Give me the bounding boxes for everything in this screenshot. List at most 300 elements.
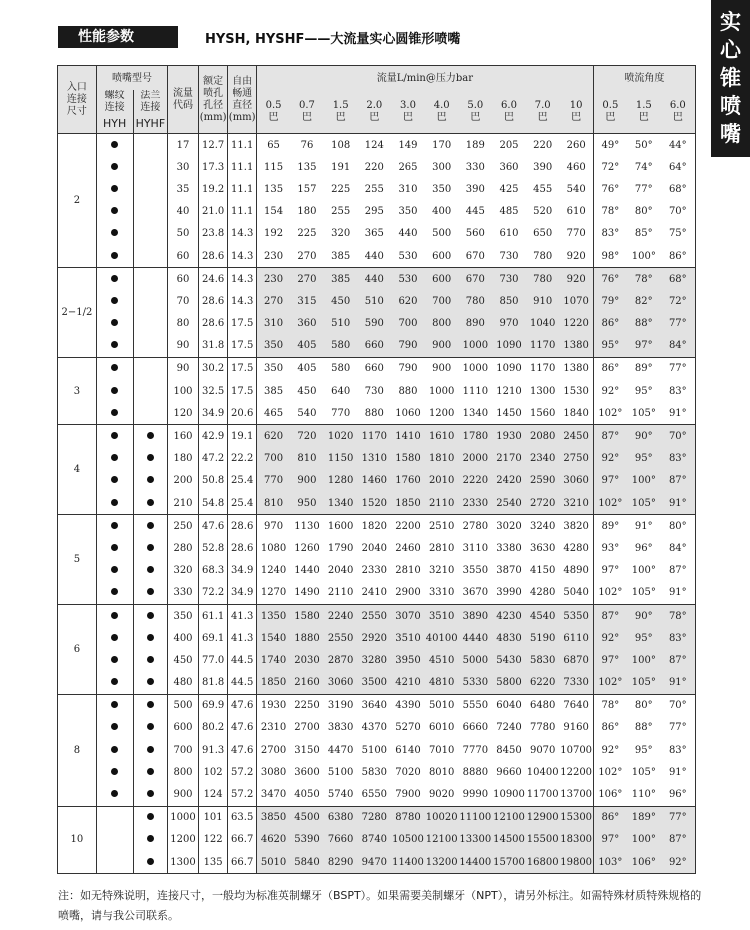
flow-value-cell: 5350 [560, 604, 594, 627]
flow-value-cell: 3950 [391, 649, 425, 671]
flow-value-cell: 2010 [425, 470, 459, 492]
table-row [58, 694, 696, 717]
flow-value-cell: 1310 [357, 448, 391, 470]
thread-connection-cell [96, 604, 133, 627]
free-passage-cell: 17.5 [228, 335, 257, 358]
flange-connection-cell [133, 268, 168, 291]
flow-value-cell: 5550 [459, 694, 493, 717]
flow-value-cell: 7240 [492, 717, 526, 739]
angle-value-cell: 102° [593, 672, 627, 695]
angle-value-cell: 77° [661, 313, 696, 335]
flow-pressure-header [324, 90, 358, 134]
angle-value-cell: 100° [627, 470, 661, 492]
flow-value-cell: 1600 [324, 515, 358, 538]
flow-value-cell: 4620 [256, 829, 290, 851]
flow-value-cell: 6380 [324, 806, 358, 829]
flow-code-cell: 210 [168, 492, 199, 515]
table-row [58, 649, 696, 671]
header-line: 连接 [66, 93, 87, 105]
thread-connection-cell [96, 156, 133, 178]
flow-value-cell: 810 [290, 448, 324, 470]
flow-value-cell: 2170 [492, 448, 526, 470]
inlet-size-cell: 3 [58, 357, 97, 425]
flow-value-cell: 7010 [425, 739, 459, 761]
angle-value-cell: 105° [627, 672, 661, 695]
availability-dot-icon [111, 319, 118, 326]
flow-value-cell: 6550 [357, 783, 391, 806]
availability-dot-icon [111, 588, 118, 595]
thread-connection-cell [96, 739, 133, 761]
flow-value-cell: 7770 [459, 739, 493, 761]
angle-value-cell: 87° [661, 649, 696, 671]
flow-code-cell: 250 [168, 515, 199, 538]
header-line: 自由 [232, 75, 253, 87]
angle-value-cell: 80° [627, 201, 661, 223]
flow-pressure-header [492, 90, 526, 134]
table-row [58, 537, 696, 559]
flange-connection-cell [133, 492, 168, 515]
flow-value-cell: 1340 [459, 402, 493, 425]
flow-value-cell: 4810 [425, 672, 459, 695]
flow-value-cell: 1240 [256, 560, 290, 582]
angle-value-cell: 110° [627, 783, 661, 806]
availability-dot-icon [111, 701, 118, 708]
flow-pressure-header [290, 90, 324, 134]
flow-value-cell: 580 [324, 357, 358, 380]
flow-value-cell: 2250 [290, 694, 324, 717]
col-header-flow-code [168, 66, 199, 134]
flow-value-cell: 15500 [526, 829, 560, 851]
flow-value-cell: 3150 [290, 739, 324, 761]
flow-value-cell: 7900 [391, 783, 425, 806]
angle-value-cell: 80° [627, 694, 661, 717]
flow-value-cell: 2750 [560, 448, 594, 470]
orifice-cell: 24.6 [198, 268, 228, 291]
flow-value-cell: 7280 [357, 806, 391, 829]
flow-value-cell: 13700 [560, 783, 594, 806]
flow-value-cell: 10700 [560, 739, 594, 761]
angle-value-cell: 91° [661, 672, 696, 695]
orifice-cell: 28.6 [198, 290, 228, 312]
flow-pressure-header [560, 90, 594, 134]
flow-value-cell: 2240 [324, 604, 358, 627]
pressure-value: 0.5 [602, 99, 619, 111]
inlet-size-cell: 6 [58, 604, 97, 694]
flow-value-cell: 180 [290, 201, 324, 223]
flow-value-cell: 19800 [560, 851, 594, 874]
flow-value-cell: 1610 [425, 425, 459, 448]
angle-value-cell: 83° [661, 627, 696, 649]
header-line: 连接 [140, 102, 161, 113]
flange-connection-cell [133, 156, 168, 178]
header-line: 流量 [173, 87, 193, 99]
table-row [58, 178, 696, 200]
flow-code-cell: 1300 [168, 851, 199, 874]
thread-connection-cell [96, 829, 133, 851]
thread-connection-cell [96, 537, 133, 559]
orifice-cell: 28.6 [198, 245, 228, 268]
angle-value-cell: 70° [661, 425, 696, 448]
flange-connection-cell [133, 739, 168, 761]
flow-value-cell: 13300 [459, 829, 493, 851]
angle-value-cell: 89° [593, 515, 627, 538]
flow-value-cell: 540 [560, 178, 594, 200]
flow-value-cell: 950 [290, 492, 324, 515]
flow-value-cell: 3070 [391, 604, 425, 627]
thread-connection-cell [96, 448, 133, 470]
angle-value-cell: 102° [593, 402, 627, 425]
flow-value-cell: 510 [357, 290, 391, 312]
availability-dot-icon [147, 588, 154, 595]
header-line: 螺纹 [104, 90, 125, 101]
flow-value-cell: 8450 [492, 739, 526, 761]
flow-value-cell: 350 [391, 201, 425, 223]
table-row [58, 223, 696, 245]
flow-value-cell: 3510 [391, 627, 425, 649]
orifice-cell: 50.8 [198, 470, 228, 492]
angle-value-cell: 87° [661, 560, 696, 582]
flow-value-cell: 600 [425, 245, 459, 268]
angle-value-cell: 189° [627, 806, 661, 829]
side-tab-char: 锥 [720, 66, 741, 90]
header-line: 畅通 [232, 87, 253, 99]
inlet-size-cell: 8 [58, 694, 97, 806]
flow-value-cell: 192 [256, 223, 290, 245]
angle-value-cell: 91° [661, 582, 696, 605]
angle-value-cell: 103° [593, 851, 627, 874]
col-header-free-passage [228, 66, 257, 134]
angle-value-cell: 86° [593, 717, 627, 739]
flow-value-cell: 620 [256, 425, 290, 448]
orifice-cell: 28.6 [198, 313, 228, 335]
flow-value-cell: 310 [391, 178, 425, 200]
flow-value-cell: 720 [290, 425, 324, 448]
flow-pressure-header [459, 90, 493, 134]
flow-value-cell: 3240 [526, 515, 560, 538]
flange-connection-cell [133, 672, 168, 695]
flow-value-cell: 225 [290, 223, 324, 245]
col-header-spray-angle: 喷流角度 [593, 66, 695, 91]
flow-value-cell: 8740 [357, 829, 391, 851]
angle-value-cell: 83° [661, 739, 696, 761]
angle-value-cell: 87° [661, 829, 696, 851]
angle-value-cell: 97° [627, 335, 661, 358]
pressure-value: 5.0 [467, 99, 484, 111]
free-passage-cell: 34.9 [228, 560, 257, 582]
flow-value-cell: 1220 [560, 313, 594, 335]
flow-value-cell: 3630 [526, 537, 560, 559]
table-row [58, 313, 696, 335]
flow-value-cell: 11400 [391, 851, 425, 874]
flow-pressure-header [256, 90, 290, 134]
flow-value-cell: 500 [425, 223, 459, 245]
flow-value-cell: 920 [560, 268, 594, 291]
free-passage-cell: 14.3 [228, 245, 257, 268]
angle-value-cell: 102° [593, 582, 627, 605]
flow-value-cell: 300 [425, 156, 459, 178]
availability-dot-icon [147, 656, 154, 663]
col-header-nozzle-model: 喷嘴型号 [96, 66, 167, 91]
flange-connection-cell [133, 380, 168, 402]
flange-connection-cell [133, 851, 168, 874]
flow-value-cell: 1580 [391, 448, 425, 470]
flow-value-cell: 1490 [290, 582, 324, 605]
flow-value-cell: 610 [560, 201, 594, 223]
availability-dot-icon [111, 522, 118, 529]
flow-value-cell: 365 [357, 223, 391, 245]
free-passage-cell: 14.3 [228, 268, 257, 291]
flow-value-cell: 1000 [425, 380, 459, 402]
flow-value-cell: 700 [256, 448, 290, 470]
free-passage-cell: 63.5 [228, 806, 257, 829]
flow-value-cell: 790 [391, 357, 425, 380]
flow-value-cell: 2870 [324, 649, 358, 671]
pressure-unit: 巴 [605, 111, 616, 123]
flow-value-cell: 65 [256, 134, 290, 157]
flow-value-cell: 5010 [425, 694, 459, 717]
flow-code-cell: 200 [168, 470, 199, 492]
flow-value-cell: 600 [425, 268, 459, 291]
flow-value-cell: 1110 [459, 380, 493, 402]
header-line: (mm) [228, 111, 256, 123]
pressure-value: 3.0 [400, 99, 416, 111]
section-label: 性能参数 [58, 26, 178, 48]
flow-value-cell: 2160 [290, 672, 324, 695]
free-passage-cell: 17.5 [228, 313, 257, 335]
free-passage-cell: 22.2 [228, 448, 257, 470]
flow-value-cell: 1090 [492, 335, 526, 358]
flow-value-cell: 5390 [290, 829, 324, 851]
flow-value-cell: 390 [526, 156, 560, 178]
flow-value-cell: 3190 [324, 694, 358, 717]
flow-value-cell: 700 [425, 290, 459, 312]
flow-value-cell: 620 [391, 290, 425, 312]
flow-code-cell: 70 [168, 290, 199, 312]
pressure-value: 6.0 [669, 99, 686, 111]
flow-value-cell: 2420 [492, 470, 526, 492]
flow-value-cell: 255 [357, 178, 391, 200]
flow-value-cell: 385 [256, 380, 290, 402]
flow-code-cell: 320 [168, 560, 199, 582]
flow-value-cell: 3870 [492, 560, 526, 582]
orifice-cell: 31.8 [198, 335, 228, 358]
flow-value-cell: 385 [324, 268, 358, 291]
flow-value-cell: 730 [357, 380, 391, 402]
flow-value-cell: 405 [290, 357, 324, 380]
angle-value-cell: 77° [627, 178, 661, 200]
flow-value-cell: 640 [324, 380, 358, 402]
availability-dot-icon [111, 768, 118, 775]
flow-value-cell: 1210 [492, 380, 526, 402]
flow-value-cell: 1350 [256, 604, 290, 627]
flow-value-cell: 1930 [492, 425, 526, 448]
table-row [58, 357, 696, 380]
flow-value-cell: 390 [459, 178, 493, 200]
angle-value-cell: 74° [627, 156, 661, 178]
angle-value-cell: 86° [661, 245, 696, 268]
angle-value-cell: 91° [661, 761, 696, 783]
flow-value-cell: 770 [560, 223, 594, 245]
angle-value-cell: 102° [593, 492, 627, 515]
flow-value-cell: 780 [459, 290, 493, 312]
flow-value-cell: 1380 [560, 335, 594, 358]
pressure-value: 4.0 [433, 99, 450, 111]
flow-value-cell: 900 [290, 470, 324, 492]
table-row [58, 761, 696, 783]
flow-value-cell: 670 [459, 268, 493, 291]
flow-value-cell: 2110 [324, 582, 358, 605]
availability-dot-icon [111, 163, 118, 170]
flange-connection-cell [133, 604, 168, 627]
free-passage-cell: 28.6 [228, 537, 257, 559]
angle-value-cell: 68° [661, 268, 696, 291]
side-tab-char: 心 [720, 38, 741, 62]
free-passage-cell: 34.9 [228, 582, 257, 605]
flow-value-cell: 270 [256, 290, 290, 312]
availability-dot-icon [147, 813, 154, 820]
flow-value-cell: 6040 [492, 694, 526, 717]
thread-connection-cell [96, 380, 133, 402]
flow-value-cell: 7330 [560, 672, 594, 695]
thread-connection-cell [96, 515, 133, 538]
flow-code-cell: 17 [168, 134, 199, 157]
pressure-value: 7.0 [534, 99, 551, 111]
flow-code-cell: 60 [168, 268, 199, 291]
thread-connection-cell [96, 627, 133, 649]
flow-value-cell: 10500 [391, 829, 425, 851]
angle-value-cell: 92° [593, 739, 627, 761]
flow-value-cell: 1150 [324, 448, 358, 470]
flow-value-cell: 295 [357, 201, 391, 223]
availability-dot-icon [147, 768, 154, 775]
angle-value-cell: 87° [661, 470, 696, 492]
availability-dot-icon [111, 297, 118, 304]
availability-dot-icon [147, 566, 154, 573]
table-row [58, 470, 696, 492]
flow-code-cell: 900 [168, 783, 199, 806]
angle-value-cell: 105° [627, 492, 661, 515]
flow-value-cell: 2780 [459, 515, 493, 538]
orifice-cell: 80.2 [198, 717, 228, 739]
flow-value-cell: 15300 [560, 806, 594, 829]
flow-value-cell: 920 [560, 245, 594, 268]
thread-connection-cell [96, 761, 133, 783]
availability-dot-icon [147, 432, 154, 439]
header-line: 直径 [232, 99, 253, 111]
free-passage-cell: 57.2 [228, 783, 257, 806]
flow-value-cell: 1440 [290, 560, 324, 582]
flow-value-cell: 1450 [492, 402, 526, 425]
flow-value-cell: 4390 [391, 694, 425, 717]
flange-connection-cell [133, 223, 168, 245]
flange-connection-cell [133, 783, 168, 806]
flow-value-cell: 810 [256, 492, 290, 515]
flow-code-cell: 480 [168, 672, 199, 695]
table-row [58, 739, 696, 761]
flow-value-cell: 2510 [425, 515, 459, 538]
flow-value-cell: 510 [324, 313, 358, 335]
orifice-cell: 101 [198, 806, 228, 829]
flow-value-cell: 520 [526, 201, 560, 223]
flow-value-cell: 910 [526, 290, 560, 312]
availability-dot-icon [147, 790, 154, 797]
table-row [58, 492, 696, 515]
angle-value-cell: 76° [593, 178, 627, 200]
flow-value-cell: 2040 [324, 560, 358, 582]
angle-value-cell: 98° [593, 245, 627, 268]
flow-code-cell: 90 [168, 335, 199, 358]
flow-value-cell: 9160 [560, 717, 594, 739]
free-passage-cell: 66.7 [228, 829, 257, 851]
availability-dot-icon [147, 835, 154, 842]
flow-value-cell: 8780 [391, 806, 425, 829]
angle-value-cell: 49° [593, 134, 627, 157]
angle-value-cell: 97° [593, 829, 627, 851]
angle-value-cell: 77° [661, 717, 696, 739]
flow-value-cell: 3210 [560, 492, 594, 515]
flow-value-cell: 8880 [459, 761, 493, 783]
flow-value-cell: 11700 [526, 783, 560, 806]
angle-value-cell: 84° [661, 537, 696, 559]
thread-connection-cell [96, 470, 133, 492]
angle-value-cell: 44° [661, 134, 696, 157]
flow-code-cell: 120 [168, 402, 199, 425]
thread-connection-cell [96, 649, 133, 671]
angle-value-cell: 77° [661, 357, 696, 380]
orifice-cell: 69.9 [198, 694, 228, 717]
table-row [58, 515, 696, 538]
flow-code-cell: 350 [168, 604, 199, 627]
angle-value-cell: 83° [593, 223, 627, 245]
flow-value-cell: 154 [256, 201, 290, 223]
flow-value-cell: 5740 [324, 783, 358, 806]
flange-connection-cell [133, 829, 168, 851]
flow-value-cell: 440 [357, 268, 391, 291]
inlet-size-cell: 10 [58, 806, 97, 874]
pressure-unit: 巴 [537, 111, 548, 123]
angle-value-cell: 105° [627, 761, 661, 783]
free-passage-cell: 66.7 [228, 851, 257, 874]
table-row [58, 290, 696, 312]
orifice-cell: 61.1 [198, 604, 228, 627]
availability-dot-icon [147, 454, 154, 461]
angle-value-cell: 105° [627, 402, 661, 425]
flow-value-cell: 4470 [324, 739, 358, 761]
orifice-cell: 19.2 [198, 178, 228, 200]
flange-connection-cell [133, 402, 168, 425]
orifice-cell: 77.0 [198, 649, 228, 671]
angle-value-cell: 83° [661, 380, 696, 402]
flow-pressure-header [391, 90, 425, 134]
thread-connection-cell [96, 357, 133, 380]
flow-value-cell: 425 [492, 178, 526, 200]
flow-value-cell: 3080 [256, 761, 290, 783]
angle-value-cell: 86° [593, 806, 627, 829]
availability-dot-icon [111, 476, 118, 483]
flow-value-cell: 220 [526, 134, 560, 157]
flow-value-cell: 900 [425, 335, 459, 358]
pressure-value: 10 [569, 99, 583, 111]
availability-dot-icon [111, 341, 118, 348]
flow-value-cell: 205 [492, 134, 526, 157]
flow-value-cell: 1170 [526, 335, 560, 358]
angle-value-cell: 96° [661, 783, 696, 806]
orifice-cell: 91.3 [198, 739, 228, 761]
flow-value-cell: 1560 [526, 402, 560, 425]
flow-value-cell: 800 [425, 313, 459, 335]
flow-value-cell: 2460 [391, 537, 425, 559]
availability-dot-icon [111, 634, 118, 641]
